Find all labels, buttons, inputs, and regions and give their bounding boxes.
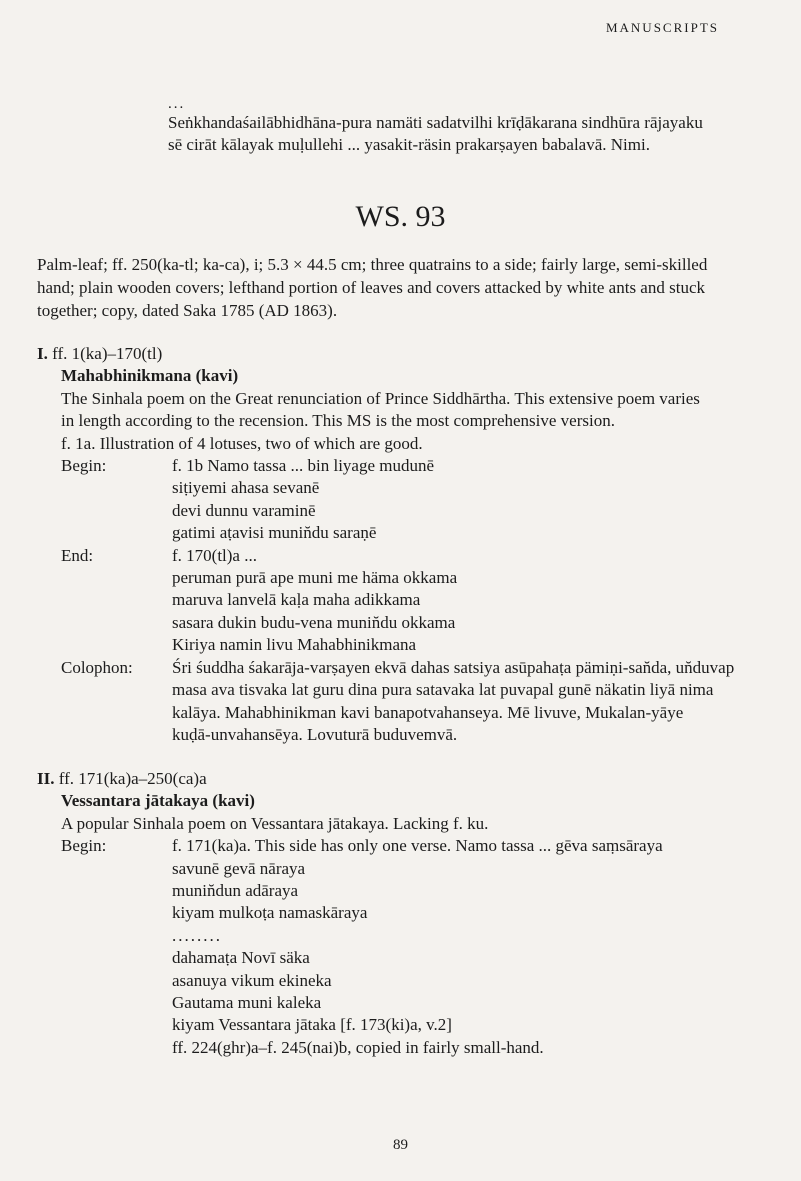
verse-line: kiyam mulkoṭa namaskāraya bbox=[172, 903, 368, 923]
previous-entry-continuation bbox=[168, 112, 748, 156]
end-label: End: bbox=[61, 545, 94, 565]
begin-block bbox=[37, 455, 757, 545]
section-number: I. bbox=[37, 344, 48, 363]
verse-line: maruva lanvelā kaḷa maha adikkama bbox=[172, 590, 421, 610]
section-title: Vessantara jātakaya (kavi) bbox=[61, 791, 255, 811]
begin-label: Begin: bbox=[61, 836, 107, 856]
verse-line: munin̆dun adāraya bbox=[172, 881, 299, 901]
verse-line: devi dunnu varaminē bbox=[172, 500, 316, 520]
verse-line: f. 1b Namo tassa ... bin liyage mudunē bbox=[172, 456, 435, 476]
colophon-block bbox=[37, 657, 757, 747]
colophon-line: kuḍā-unvahansēya. Lovuturā buduvemvā. bbox=[172, 724, 458, 744]
verse-line: sasara dukin budu-vena munin̆du okkama bbox=[172, 612, 456, 632]
section-two bbox=[37, 768, 757, 1059]
end-block bbox=[37, 545, 757, 657]
colophon-line: masa ava tisvaka lat guru dina pura satavaka lat puvapal gunē näkatin liyā nima bbox=[172, 680, 714, 700]
section-text-line: A popular Sinhala poem on Vessantara jātakaya. Lacking f. ku. bbox=[61, 813, 489, 833]
verse-omission: ........ bbox=[172, 925, 222, 945]
verse-line: gatimi aṭavisi munin̆du saraṇē bbox=[172, 523, 377, 543]
section-one-header bbox=[37, 343, 757, 365]
manuscript-description bbox=[37, 253, 757, 322]
verse-line: kiyam Vessantara jātaka [f. 173(ki)a, v.2] bbox=[172, 1015, 452, 1035]
colophon-line: kalāya. Mahabhinikman kavi banapotvahanseya. Mē livuve, Mukalan-yāye bbox=[172, 702, 684, 722]
end-verses bbox=[172, 545, 457, 657]
running-head: MANUSCRIPTS bbox=[605, 20, 719, 35]
section-one bbox=[37, 343, 757, 746]
verse-line: dahamaṭa Novī säka bbox=[172, 948, 310, 968]
verse-line: Gautama muni kaleka bbox=[172, 993, 322, 1013]
verse-line: peruman purā ape muni me häma okkama bbox=[172, 568, 458, 588]
verse-line: siṭiyemi ahasa sevanē bbox=[172, 478, 320, 498]
begin-block bbox=[37, 835, 757, 1059]
section-title: Mahabhinikmana (kavi) bbox=[61, 366, 239, 386]
section-text-line: f. 1a. Illustration of 4 lotuses, two of which are good. bbox=[61, 433, 423, 453]
colophon-label: Colophon: bbox=[61, 657, 133, 677]
page-number: 89 bbox=[393, 1137, 408, 1153]
section-two-header bbox=[37, 768, 757, 790]
description-line: Palm-leaf; ff. 250(ka-tl; ka-ca), i; 5.3 × 44.5 cm; three quatrains to a side; fairly large, semi-skilled bbox=[37, 255, 708, 274]
verse-line: Kiriya namin livu Mahabhinikmana bbox=[172, 635, 417, 655]
colophon-text bbox=[172, 657, 734, 747]
begin-verses bbox=[172, 835, 663, 1059]
manuscript-heading: WS. 93 bbox=[355, 200, 446, 233]
verse-line: f. 171(ka)a. This side has only one verse. Namo tassa ... gēva saṃsāraya bbox=[172, 836, 663, 856]
section-text-line: The Sinhala poem on the Great renunciation of Prince Siddhārtha. This extensive poem varies bbox=[61, 388, 700, 408]
continuation-ellipsis: ... bbox=[168, 96, 186, 112]
continuation-line: Seṅkhandaśailābhidhāna-pura namäti sadatvilhi krīḍākarana sindhūra rājayaku bbox=[168, 113, 703, 132]
verse-line: savunē gevā nāraya bbox=[172, 858, 306, 878]
section-number: II. bbox=[37, 769, 55, 788]
section-folios: ff. 171(ka)a–250(ca)a bbox=[58, 769, 207, 788]
section-folios: ff. 1(ka)–170(tl) bbox=[52, 344, 163, 363]
section-text-line: in length according to the recension. This MS is the most comprehensive version. bbox=[61, 411, 615, 431]
description-line: together; copy, dated Saka 1785 (AD 1863). bbox=[37, 301, 338, 320]
description-line: hand; plain wooden covers; lefthand portion of leaves and covers attacked by white ants and stuck bbox=[37, 278, 705, 297]
continuation-line: sē cirāt kālayak muḷullehi ... yasakit-räsin prakarṣayen babalavā. Nimi. bbox=[168, 135, 650, 154]
colophon-line: Śri śuddha śakarāja-varṣayen ekvā dahas satsiya asūpahaṭa pämiṇi-san̆da, un̆duvap bbox=[172, 657, 735, 677]
verse-line: ff. 224(ghr)a–f. 245(nai)b, copied in fairly small-hand. bbox=[172, 1037, 544, 1057]
verse-line: f. 170(tl)a ... bbox=[172, 545, 257, 565]
begin-verses bbox=[172, 455, 434, 545]
verse-line: asanuya vikum ekineka bbox=[172, 970, 332, 990]
begin-label: Begin: bbox=[61, 456, 107, 476]
